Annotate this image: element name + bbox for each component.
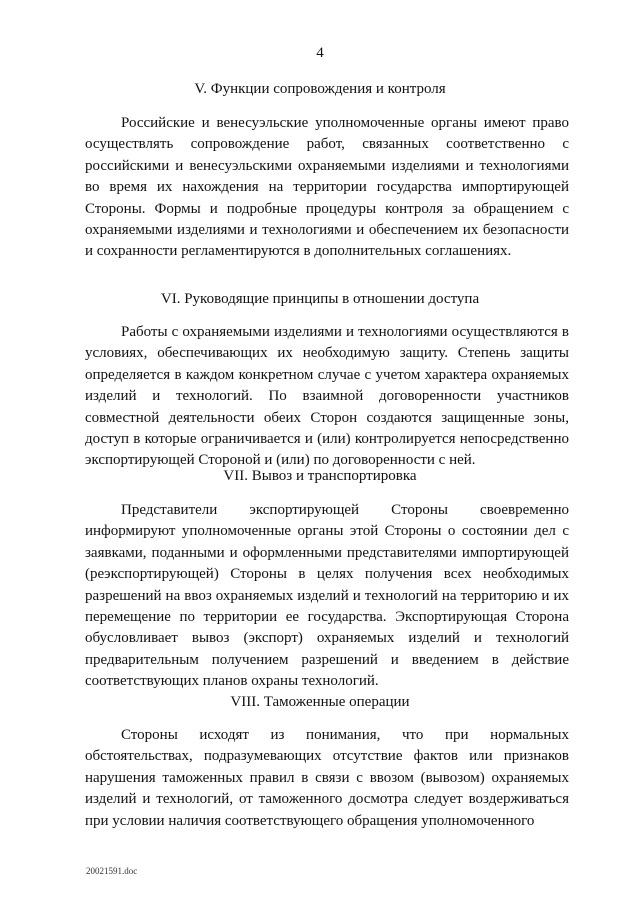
section-heading-vii: VII. Вывоз и транспортировка [223,468,417,484]
section-heading-vi: VI. Руководящие принципы в отношении доступа [160,291,480,307]
section-vii-paragraph: Представители экспортирующей Стороны своевременно информируют уполномоченные органы этой Стороны о состоянии дел с заявками, поданными и оформленными представителями импортирующей (реэкспортирующей) Стороны в целях получения всех необходимых разрешений на ввоз охраняемых изделий и технологий на территорию и их перемещение по территории ее государства. Экспортирующая Сторона обусловливает вывоз (экспорт) охраняемых изделий и технологий предварительным получением разрешений и введением в действие соответствующих планов охраны технологий. [85,502,569,690]
section-v-paragraph: Российские и венесуэльские уполномоченные органы имеют право осуществлять сопровождение работ, связанных соответственно с российскими и венесуэльскими охраняемыми изделиями и технологиями во время их нахождения на территории государства импортирующей Стороны. Формы и подробные процедуры контроля за обращением с охраняемыми изделиями и технологиями и обеспечением их безопасности и сохранности регламентируются в дополнительных соглашениях. [85,115,569,260]
section-vi-paragraph: Работы с охраняемыми изделиями и технологиями осуществляются в условиях, обеспечивающих их необходимую защиту. Степень защиты определяется в каждом конкретном случае с учетом характера охраняемых изделий и технологий. По взаимной договоренности участников совместной деятельности обеих Сторон создаются защищенные зоны, доступ в которые ограничивается и (или) контролируется непосредственно экспортирующей Стороной и (или) по договоренности с ней. [85,324,569,469]
section-viii-paragraph: Стороны исходят из понимания, что при нормальных обстоятельствах, подразумевающих отсутствие фактов или признаков нарушения таможенных правил в связи с ввозом (вывозом) охраняемых изделий и технологий, от таможенного досмотра следует воздерживаться при условии наличия соответствующего обращения уполномоченного [85,727,569,829]
page-number: 4 [316,45,324,61]
file-name-footer: 20021591.doc [86,866,138,876]
section-heading-v: V. Функции сопровождения и контроля [194,81,446,97]
section-heading-viii: VIII. Таможенные операции [230,694,410,710]
